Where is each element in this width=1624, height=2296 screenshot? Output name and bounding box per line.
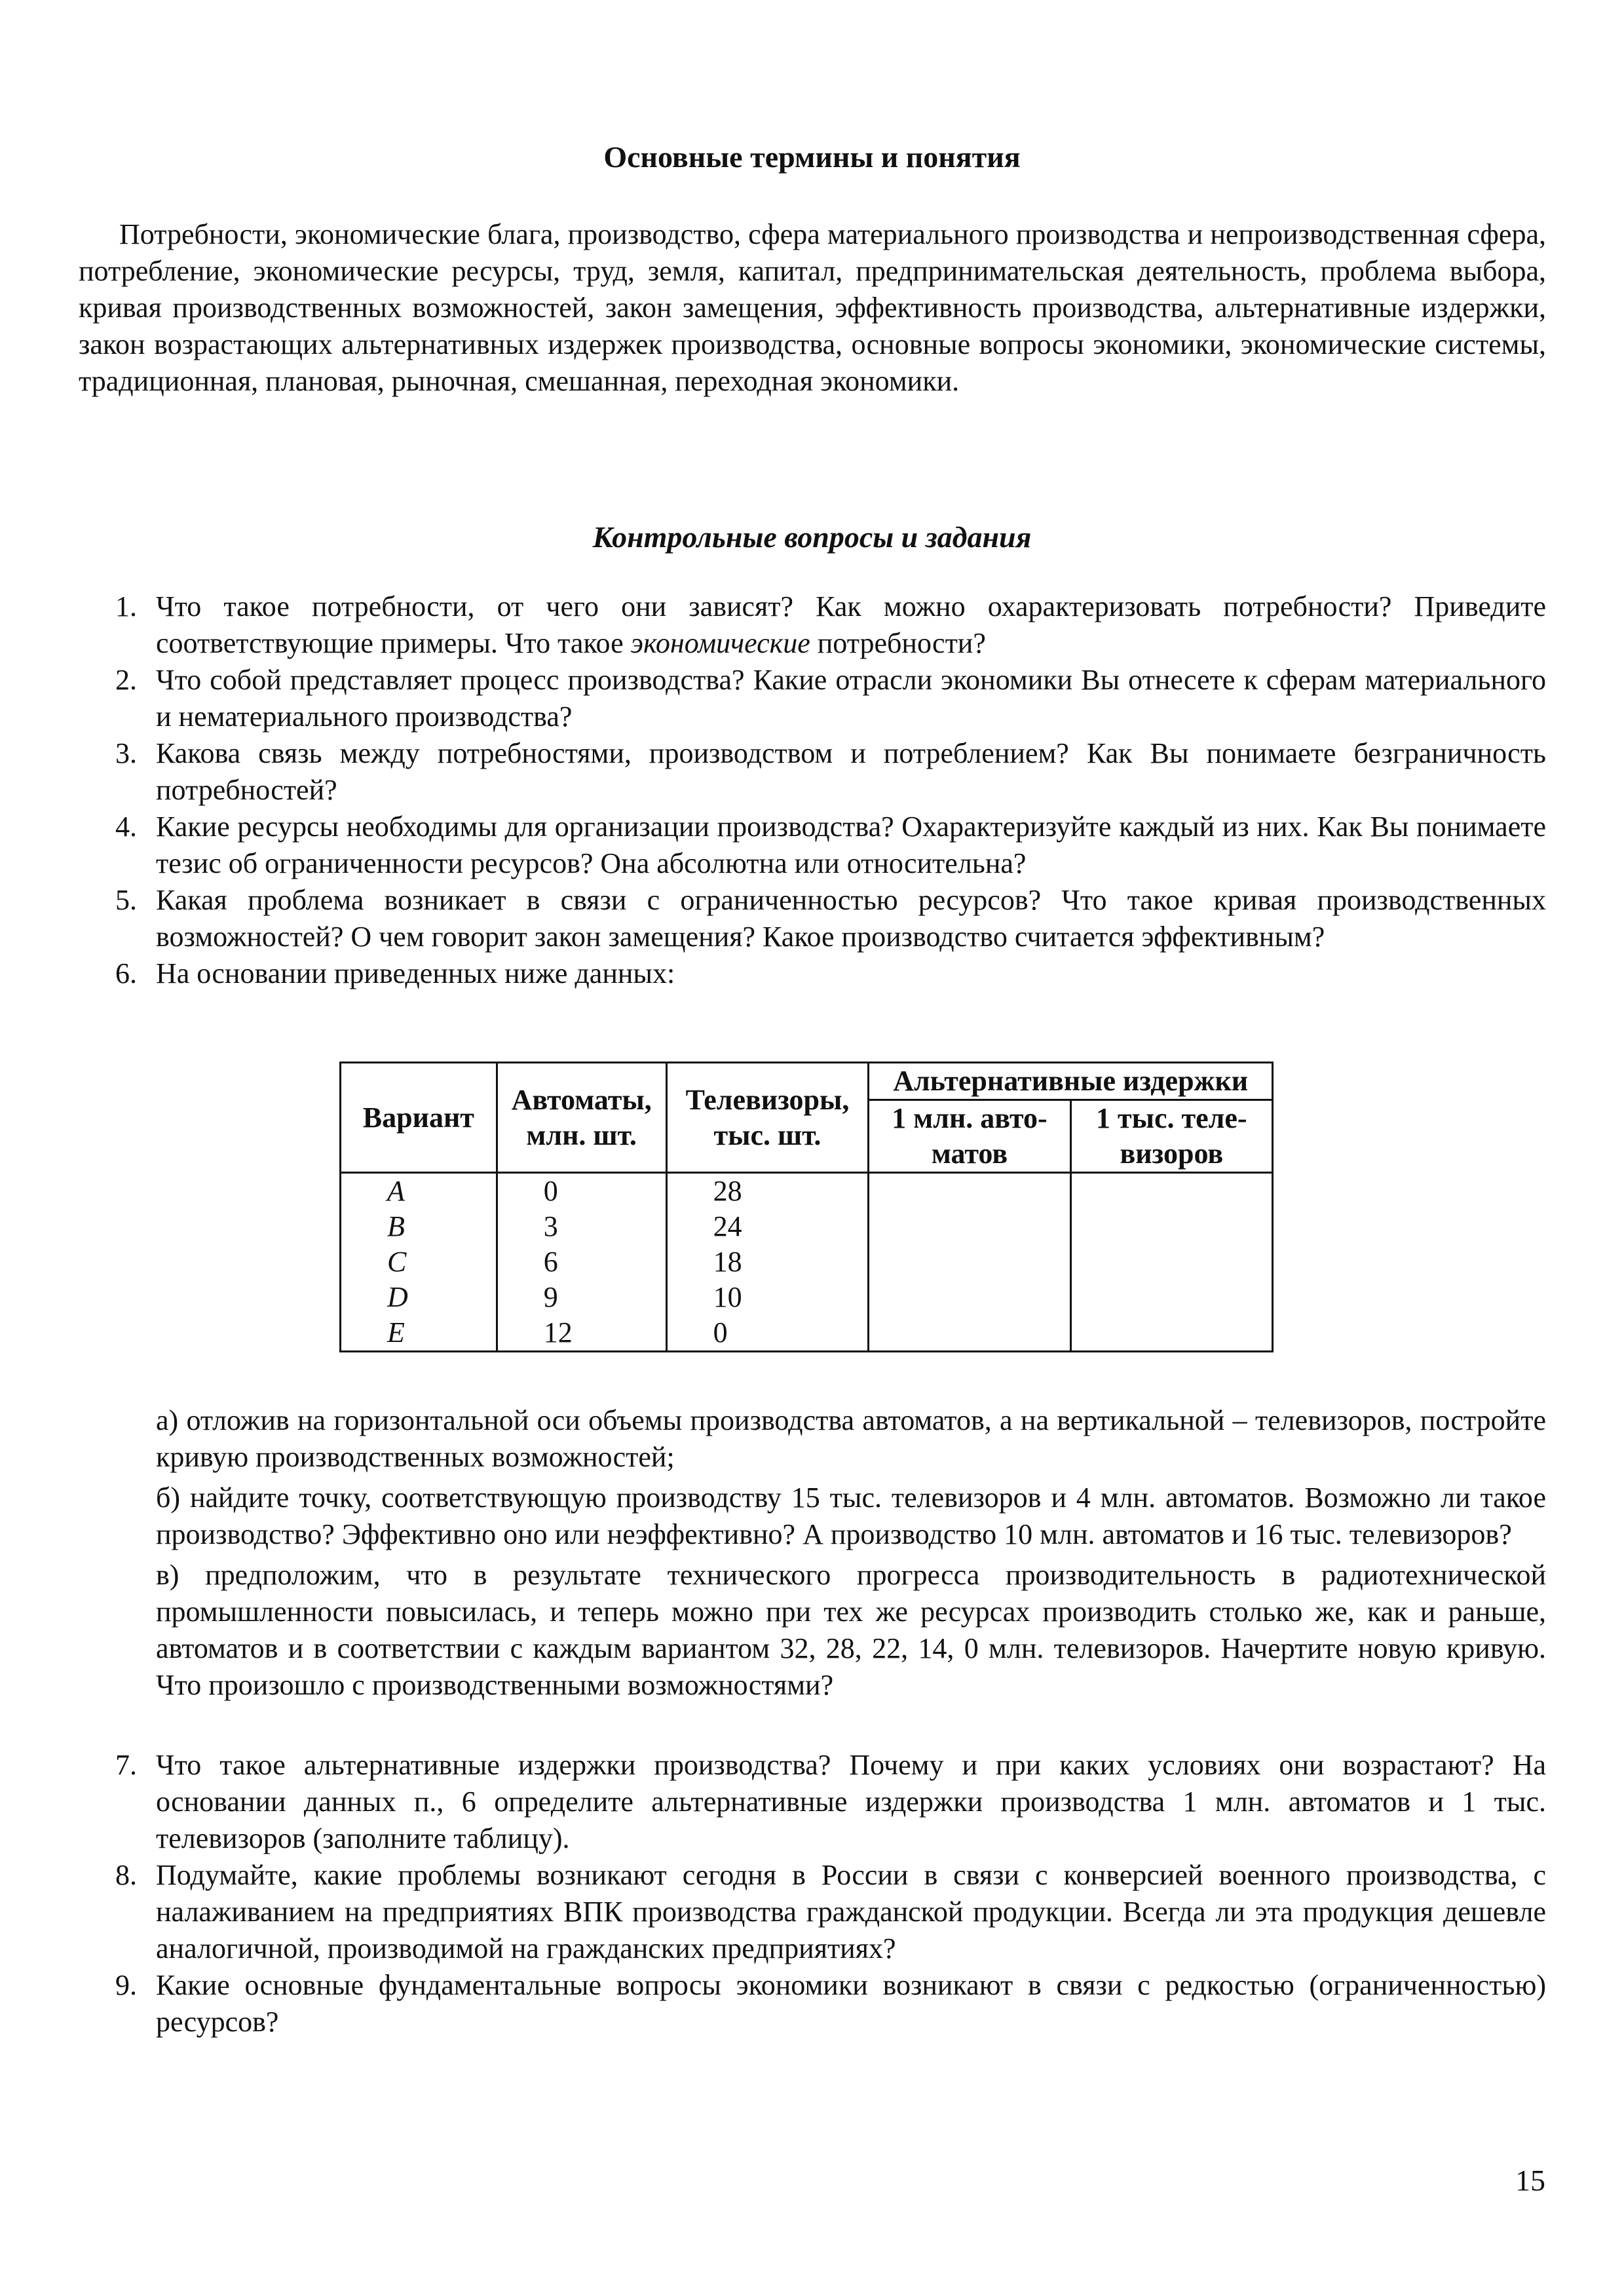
question-number: 5. <box>115 884 137 916</box>
table-row <box>341 1244 1273 1280</box>
header-alt-televisions: 1 тыс. теле-визоров <box>1070 1100 1272 1173</box>
cell-televisions: 28 <box>666 1173 869 1210</box>
cell-variant: E <box>341 1315 497 1352</box>
question-item <box>79 882 1546 955</box>
subtask-c: в) предположим, что в результате технического прогресса производительность в радиотехнической промышленности повысилась, и теперь можно при тех же ресурсах производить столько же, как и раньше, автоматов и в соответствии с каждым вариантом 32, 28, 22, 14, 0 млн. телевизоров. Начертите новую кривую. Что произошло с производственными возможностями? <box>156 1559 1546 1701</box>
question-item <box>79 662 1546 735</box>
question-text: Что собой представляет процесс производства? Какие отрасли экономики Вы отнесете к сферам материального и нематериального производства? <box>156 664 1546 733</box>
questions-heading: Контрольные вопросы и задания <box>592 520 1032 554</box>
table-row <box>341 1280 1273 1315</box>
cell-alt-automata[interactable] <box>869 1244 1070 1280</box>
cell-alt-automata[interactable] <box>869 1209 1070 1244</box>
question-number: 9. <box>115 1969 137 2001</box>
question-item <box>79 588 1546 662</box>
question-item <box>79 1967 1546 2040</box>
question-item <box>79 1747 1546 1857</box>
header-alt-automata: 1 млн. авто-матов <box>869 1100 1070 1173</box>
subtask-a: а) отложив на горизонтальной оси объемы производства автоматов, а на вертикальной – телевизоров, постройте кривую производственных возможностей; <box>156 1404 1546 1473</box>
question-item <box>79 809 1546 882</box>
page-number: 15 <box>1515 2164 1545 2197</box>
cell-televisions: 10 <box>666 1280 869 1315</box>
question-number: 6. <box>115 957 137 989</box>
questions-list-continued <box>79 1747 1546 2040</box>
question-text: Подумайте, какие проблемы возникают сегодня в России в связи с конверсией военного производства, с налаживанием на предприятиях ВПК производства гражданской продукции. Всегда ли эта продукция дешевле аналогичной, производимой на гражданских предприятиях? <box>156 1859 1546 1964</box>
cell-alt-televisions[interactable] <box>1070 1315 1272 1352</box>
question-text: Что такое альтернативные издержки производства? Почему и при каких условиях они возрастают? На основании данных п., 6 определите альтернативные издержки производства 1 млн. автоматов и 1 тыс. телевизоров (заполните таблицу). <box>156 1749 1546 1854</box>
cell-alt-automata[interactable] <box>869 1280 1070 1315</box>
cell-automata: 12 <box>497 1315 666 1352</box>
table-row <box>341 1315 1273 1352</box>
question-number: 1. <box>115 590 137 622</box>
cell-televisions: 18 <box>666 1244 869 1280</box>
question-item <box>79 1857 1546 1967</box>
question-text: На основании приведенных ниже данных: <box>156 957 675 989</box>
alternative-costs-table <box>339 1062 1274 1352</box>
question-item <box>79 735 1546 809</box>
cell-alt-televisions[interactable] <box>1070 1209 1272 1244</box>
question-number: 3. <box>115 737 137 769</box>
cell-alt-televisions[interactable] <box>1070 1173 1272 1210</box>
cell-automata: 3 <box>497 1209 666 1244</box>
question-text: Что такое потребности, от чего они зависят? Как можно охарактеризовать потребности? Приведите соответствующие примеры. Что такое <box>156 590 1546 659</box>
header-variant: Вариант <box>341 1063 497 1173</box>
terms-paragraph: Потребности, экономические блага, производство, сфера материального производства и непроизводственная сфера, потребление, экономические ресурсы, труд, земля, капитал, предпринимательская деятельность, проблема выбора, кривая производственных возможностей, закон замещения, эффективность производства, альтернативные издержки, закон возрастающих альтернативных издержек производства, основные вопросы экономики, экономические системы, традиционная, плановая, рыночная, смешанная, переходная экономики. <box>79 218 1546 397</box>
table-row <box>341 1173 1273 1210</box>
cell-alt-automata[interactable] <box>869 1173 1070 1210</box>
cell-variant: B <box>341 1209 497 1244</box>
question-number: 4. <box>115 811 137 843</box>
cell-alt-televisions[interactable] <box>1070 1244 1272 1280</box>
cell-automata: 9 <box>497 1280 666 1315</box>
question-emphasis: экономические <box>630 627 810 659</box>
table-row <box>341 1209 1273 1244</box>
question-number: 2. <box>115 664 137 696</box>
cell-alt-televisions[interactable] <box>1070 1280 1272 1315</box>
header-alternative-costs: Альтернативные издержки <box>869 1063 1273 1100</box>
question-number: 7. <box>115 1749 137 1781</box>
question-text: потребности? <box>810 627 986 659</box>
cell-variant: C <box>341 1244 497 1280</box>
cell-variant: D <box>341 1280 497 1315</box>
subtask-b: б) найдите точку, соответствующую производству 15 тыс. телевизоров и 4 млн. автоматов. Возможно ли такое производство? Эффективно оно или неэффективно? А производство 10 млн. автоматов и 16 тыс. телевизоров? <box>156 1482 1546 1550</box>
question-text: Какая проблема возникает в связи с ограниченностью ресурсов? Что такое кривая производственных возможностей? О чем говорит закон замещения? Какое производство считается эффективным? <box>156 884 1546 953</box>
cell-automata: 6 <box>497 1244 666 1280</box>
question-number: 8. <box>115 1859 137 1891</box>
header-televisions: Телевизоры, тыс. шт. <box>666 1063 869 1173</box>
header-automata: Автоматы, млн. шт. <box>497 1063 666 1173</box>
subtasks <box>156 1402 1546 1708</box>
cell-televisions: 0 <box>666 1315 869 1352</box>
question-text: Какие ресурсы необходимы для организации производства? Охарактеризуйте каждый из них. Как Вы понимаете тезис об ограниченности ресурсов? Она абсолютна или относительна? <box>156 811 1546 879</box>
question-text: Какие основные фундаментальные вопросы экономики возникают в связи с редкостью (ограниченностью) ресурсов? <box>156 1969 1546 2038</box>
cell-variant: A <box>341 1173 497 1210</box>
cell-automata: 0 <box>497 1173 666 1210</box>
question-text: Какова связь между потребностями, производством и потреблением? Как Вы понимаете безграничность потребностей? <box>156 737 1546 806</box>
questions-list <box>79 588 1546 992</box>
terms-heading: Основные термины и понятия <box>603 140 1021 174</box>
cell-televisions: 24 <box>666 1209 869 1244</box>
cell-alt-automata[interactable] <box>869 1315 1070 1352</box>
question-item <box>79 955 1546 992</box>
